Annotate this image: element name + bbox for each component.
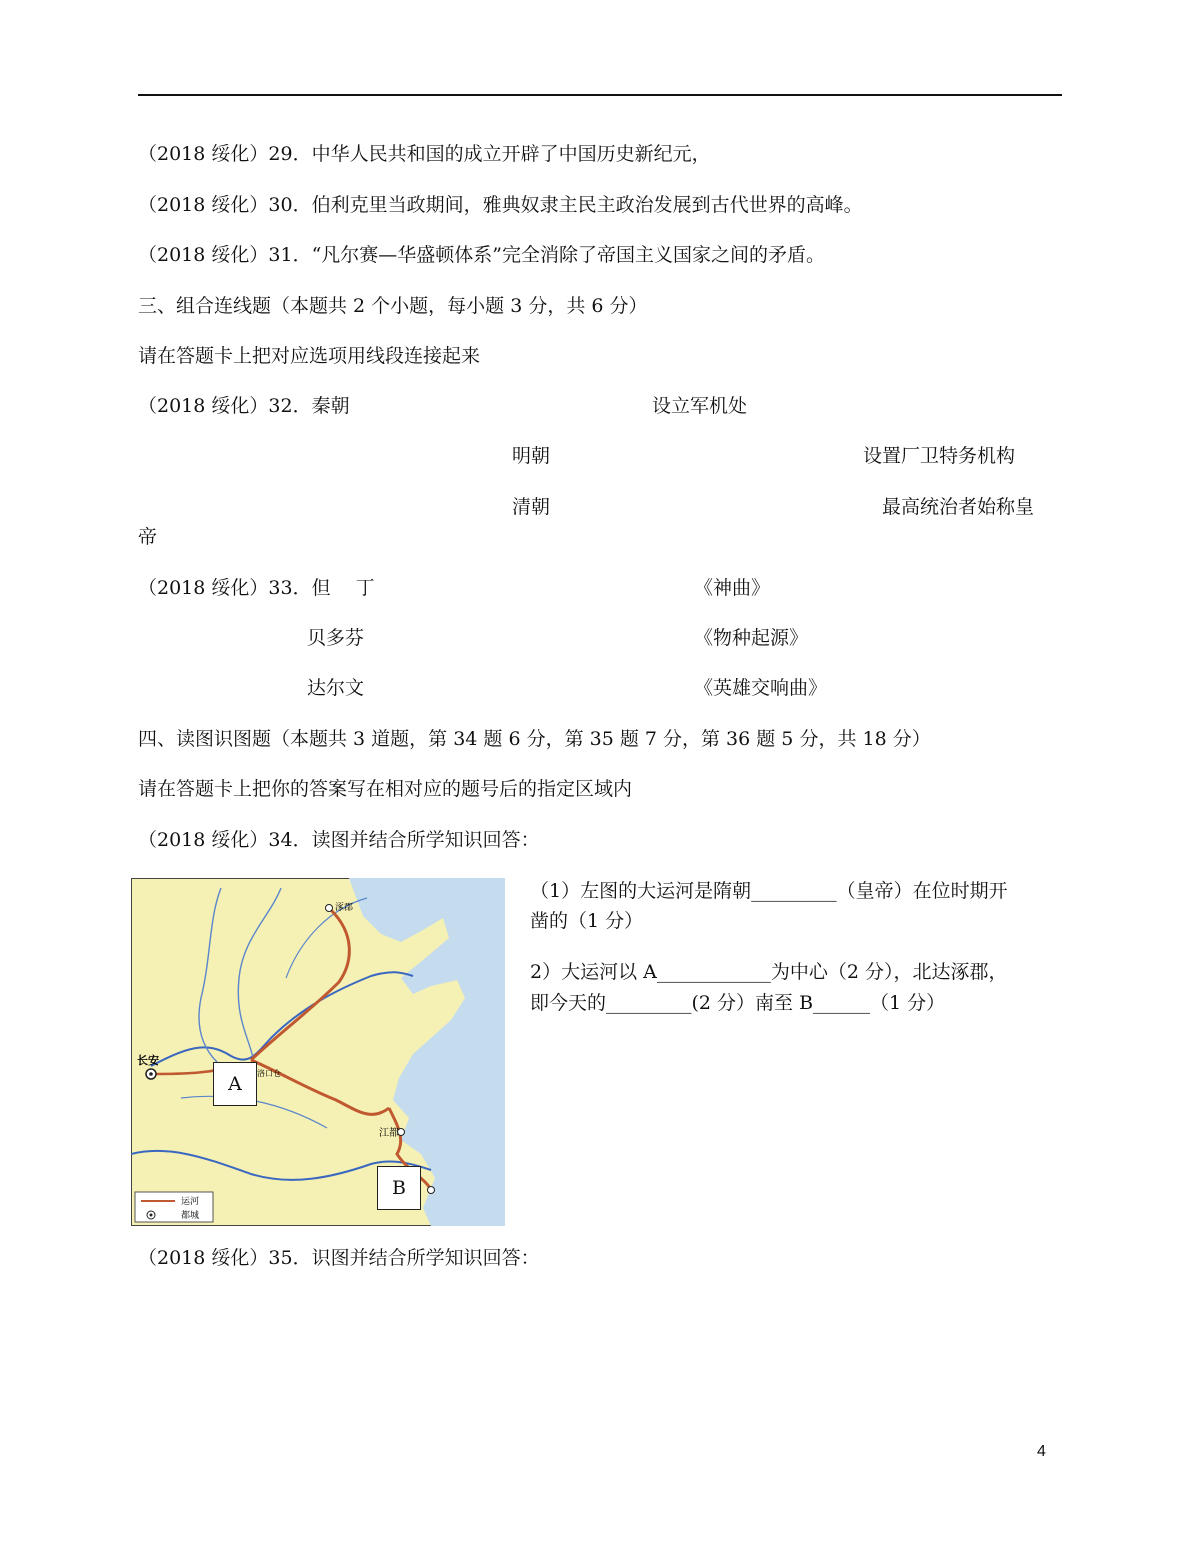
city-zhuojun-label: 涿郡 bbox=[335, 903, 354, 913]
question-31: （2018 绥化）31．“凡尔赛—华盛顿体系”完全消除了帝国主义国家之间的矛盾。 bbox=[138, 244, 825, 266]
q32-right-1: 设立军机处 bbox=[652, 395, 748, 417]
q32-right-3: 最高统治者始称皇 bbox=[882, 496, 1035, 518]
section4-instruction: 请在答题卡上把你的答案写在相对应的题号后的指定区域内 bbox=[138, 778, 633, 800]
question-35-stem: （2018 绥化）35．识图并结合所学知识回答： bbox=[138, 1247, 540, 1269]
q32-right-2: 设置厂卫特务机构 bbox=[863, 445, 1016, 467]
city-yuhang-marker bbox=[428, 1187, 435, 1194]
city-jiangdu-label: 江都 bbox=[379, 1128, 399, 1139]
q33-left-darwin: 达尔文 bbox=[307, 677, 365, 699]
q33-right-1: 《神曲》 bbox=[694, 577, 771, 599]
map-box-a: A bbox=[213, 1062, 257, 1106]
question-34-stem: （2018 绥化）34．读图并结合所学知识回答： bbox=[138, 829, 540, 851]
page-number: 4 bbox=[1037, 1443, 1046, 1460]
city-zhuojun-marker bbox=[326, 905, 333, 912]
map-legend bbox=[135, 1192, 213, 1222]
legend-capital: 都城 bbox=[181, 1211, 200, 1221]
section4-title: 四、读图识图题（本题共 3 道题，第 34 题 6 分，第 35 题 7 分，第 36 题 5 分，共 18 分） bbox=[138, 728, 931, 750]
q34-sub1-line1: （1）左图的大运河是隋朝_________（皇帝）在位时期开 bbox=[530, 880, 1008, 902]
question-33-prefix: （2018 绥化）33．但 丁 bbox=[138, 577, 375, 599]
city-changan-label: 长安 bbox=[137, 1054, 159, 1067]
q33-right-3: 《英雄交响曲》 bbox=[694, 677, 828, 699]
map-box-b: B bbox=[377, 1166, 421, 1210]
question-32-prefix: （2018 绥化）32．秦朝 bbox=[138, 395, 350, 417]
q33-right-2: 《物种起源》 bbox=[694, 627, 809, 649]
section3-instruction: 请在答题卡上把对应选项用线段连接起来 bbox=[138, 345, 481, 367]
question-29: （2018 绥化）29．中华人民共和国的成立开辟了中国历史新纪元， bbox=[138, 143, 711, 165]
q34-sub1-line2: 凿的（1 分） bbox=[530, 910, 644, 932]
legend-canal: 运河 bbox=[181, 1197, 200, 1207]
city-luokou-label: 洛口仓 bbox=[257, 1069, 281, 1078]
grand-canal-map bbox=[131, 878, 505, 1226]
q34-sub2-line1: 2）大运河以 A____________为中心（2 分），北达涿郡， bbox=[530, 961, 1008, 983]
q33-left-beethoven: 贝多芬 bbox=[307, 627, 365, 649]
q32-left-ming: 明朝 bbox=[512, 445, 551, 467]
section3-title: 三、组合连线题（本题共 2 个小题，每小题 3 分，共 6 分） bbox=[138, 295, 648, 317]
q32-right-3-wrap: 帝 bbox=[138, 526, 158, 548]
header-rule bbox=[138, 94, 1062, 96]
q32-left-qing: 清朝 bbox=[512, 496, 551, 518]
q34-sub2-line2: 即今天的_________(2 分）南至 B______（1 分） bbox=[530, 992, 946, 1014]
question-30: （2018 绥化）30．伯利克里当政期间，雅典奴隶主民主政治发展到古代世界的高峰。 bbox=[138, 194, 863, 216]
